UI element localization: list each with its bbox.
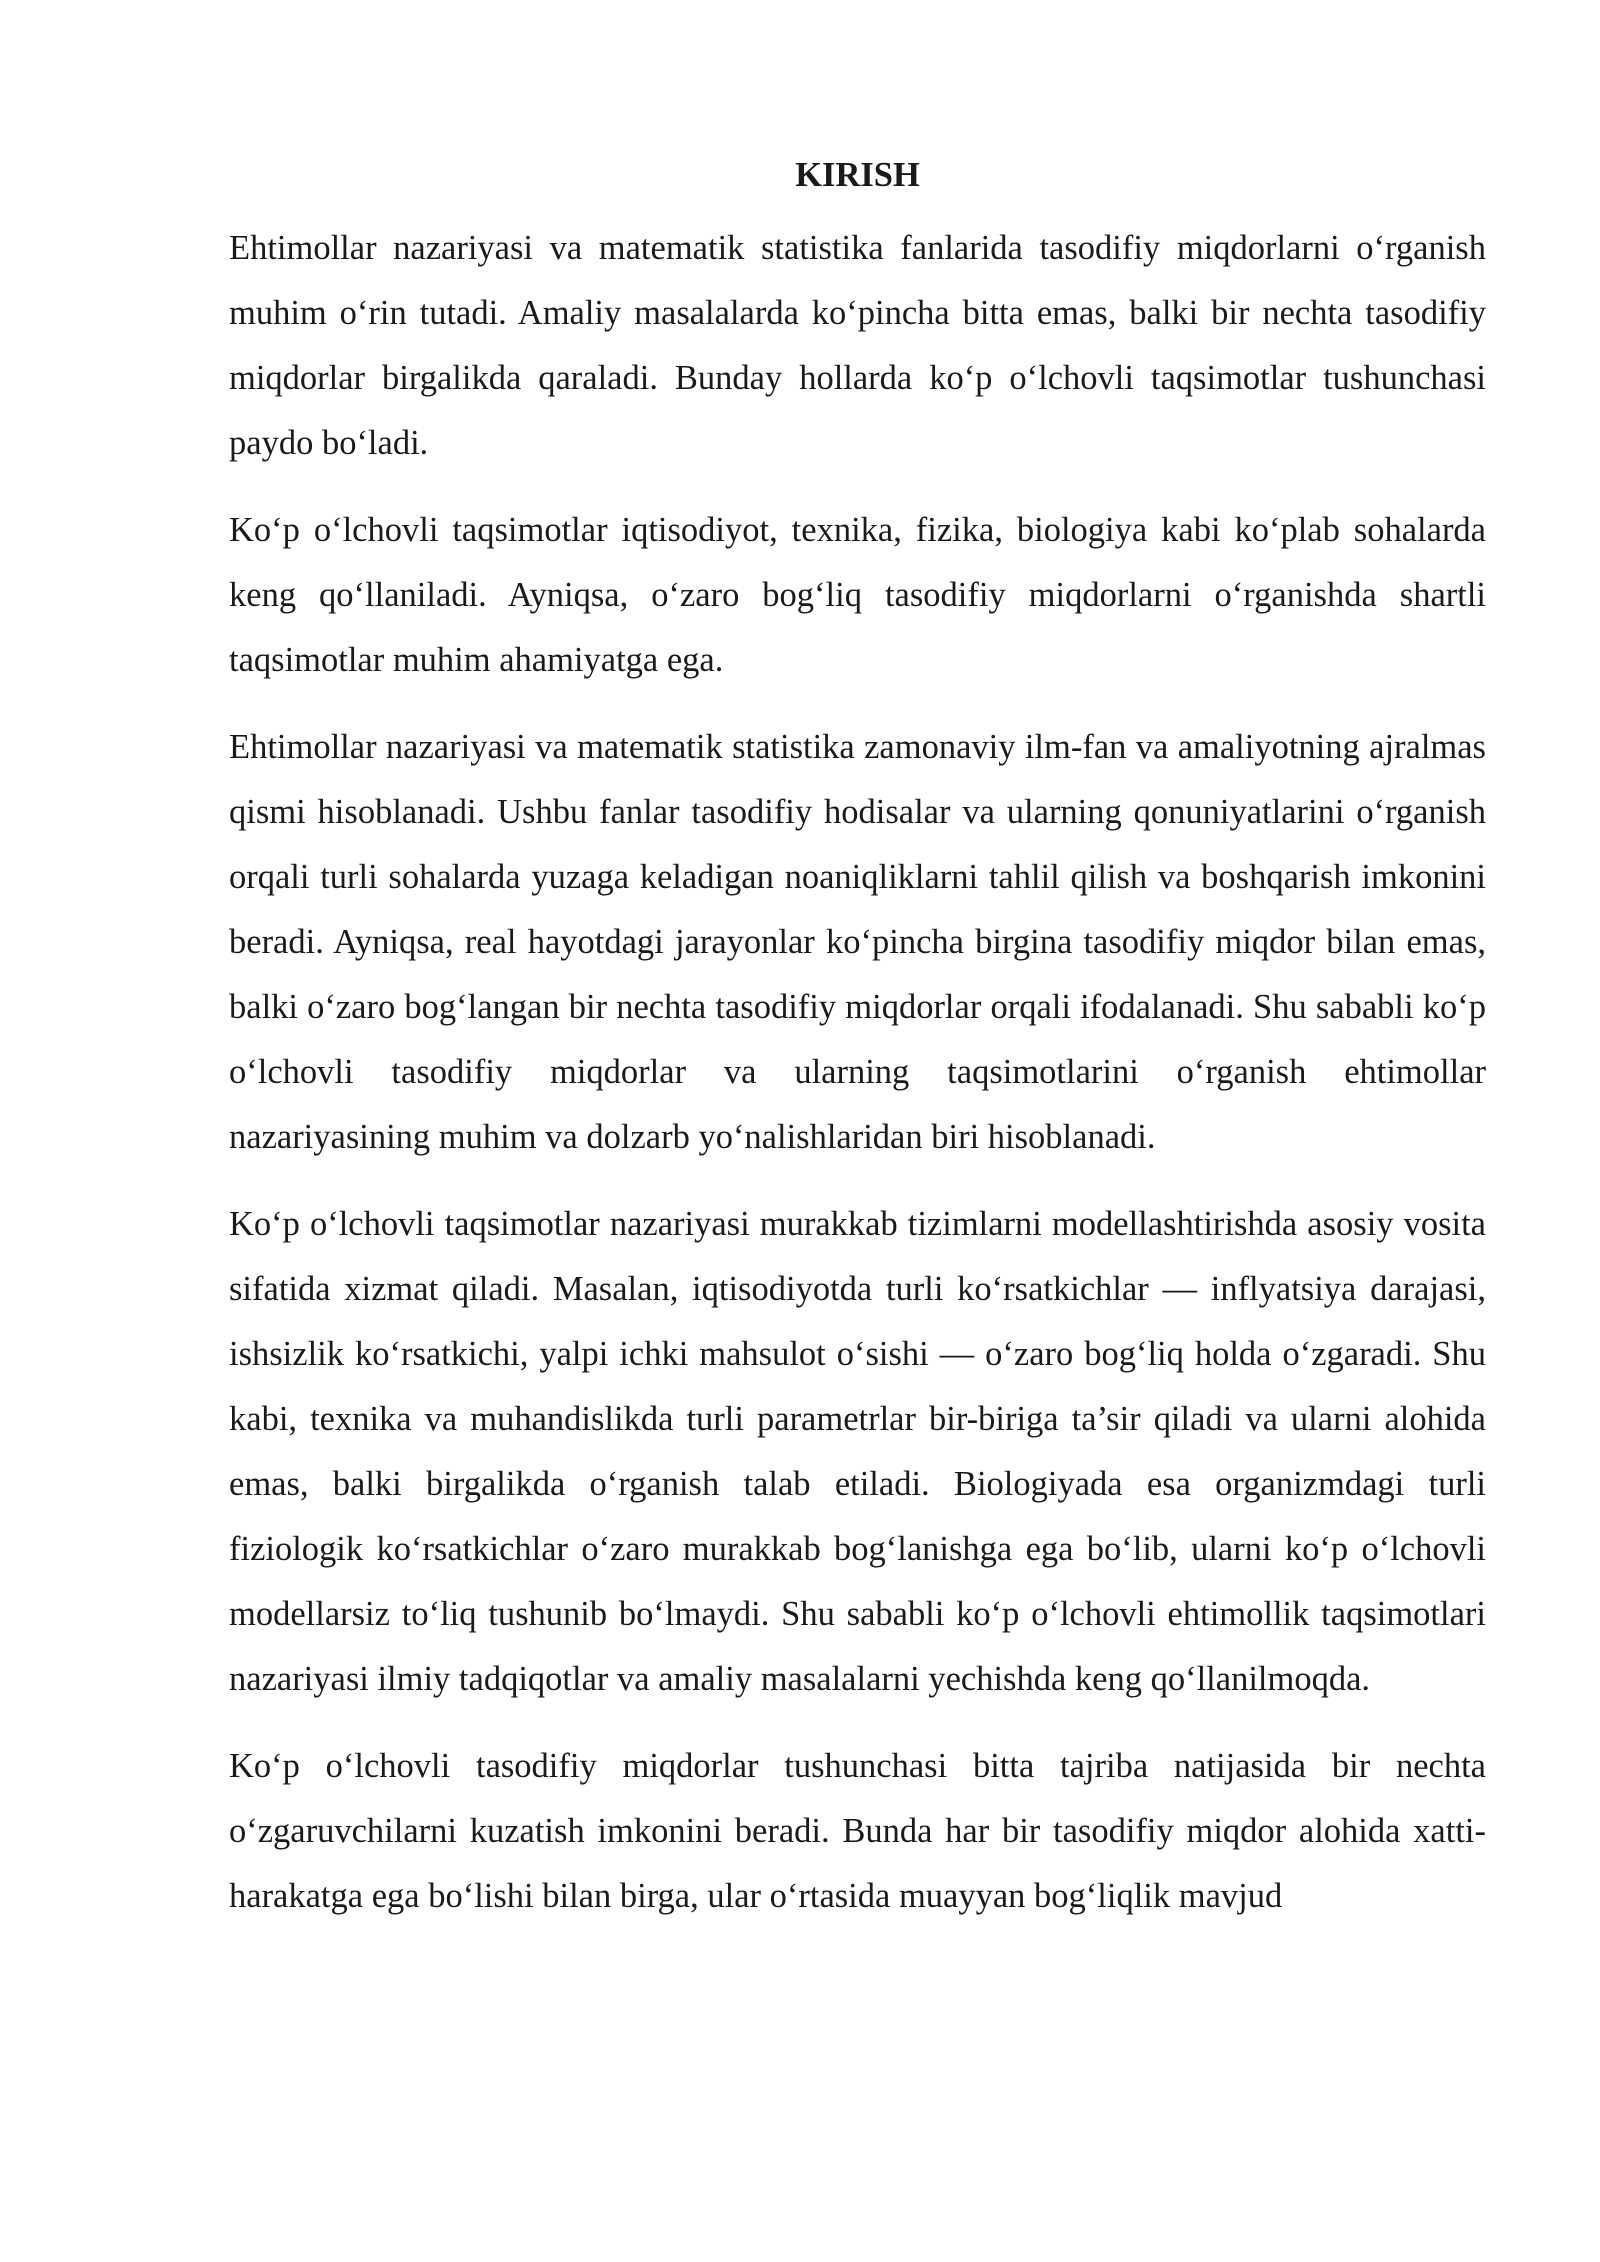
paragraph-2: Ko‘p o‘lchovli taqsimotlar iqtisodiyot, texnika, fizika, biologiya kabi ko‘plab sohalarda keng qo‘llaniladi. Ayniqsa, o‘zaro bog‘liq tasodifiy miqdorlarni o‘rganishda shartli taqsimotlar muhim ahamiyatga ega. xyxy=(229,511,1486,679)
paragraph-4: Ko‘p o‘lchovli taqsimotlar nazariyasi murakkab tizimlarni modellashtirishda asosiy vosita sifatida xizmat qiladi. Masalan, iqtisodiyotda turli ko‘rsatkichlar — inflyatsiya darajasi, ishsizlik ko‘rsatkichi, yalpi ichki mahsulot o‘sishi — o‘zaro bog‘liq holda o‘zgaradi. Shu kabi, texnika va muhandislikda turli parametrlar bir-biriga ta’sir qiladi va ularni alohida emas, balki birgalikda o‘rganish talab etiladi. Biologiyada esa organizmdagi turli fiziologik ko‘rsatkichlar o‘zaro murakkab bog‘lanishga ega bo‘lib, ularni ko‘p o‘lchovli modellarsiz to‘liq tushunib bo‘lmaydi. Shu sababli ko‘p o‘lchovli ehtimollik taqsimotlari nazariyasi ilmiy tadqiqotlar va amaliy masalalarni yechishda keng qo‘llanilmoqda. xyxy=(229,1205,1486,1698)
paragraph-3: Ehtimollar nazariyasi va matematik statistika zamonaviy ilm-fan va amaliyotning ajralmas qismi hisoblanadi. Ushbu fanlar tasodifiy hodisalar va ularning qonuniyatlarini o‘rganish orqali turli sohalarda yuzaga keladigan noaniqliklarni tahlil qilish va boshqarish imkonini beradi. Ayniqsa, real hayotdagi jarayonlar ko‘pincha birgina tasodifiy miqdor bilan emas, balki o‘zaro bog‘langan bir nechta tasodifiy miqdorlar orqali ifodalanadi. Shu sababli ko‘p o‘lchovli tasodifiy miqdorlar va ularning taqsimotlarini o‘rganish ehtimollar nazariyasining muhim va dolzarb yo‘nalishlaridan biri hisoblanadi. xyxy=(229,728,1486,1156)
paragraph-1: Ehtimollar nazariyasi va matematik statistika fanlarida tasodifiy miqdorlarni o‘rganish muhim o‘rin tutadi. Amaliy masalalarda ko‘pincha bitta emas, balki bir nechta tasodifiy miqdorlar birgalikda qaraladi. Bunday hollarda ko‘p o‘lchovli taqsimotlar tushunchasi paydo bo‘ladi. xyxy=(229,229,1486,462)
document-body xyxy=(229,148,1486,1951)
paragraph-5: Ko‘p o‘lchovli tasodifiy miqdorlar tushunchasi bitta tajriba natijasida bir nechta o‘zgaruvchilarni kuzatish imkonini beradi. Bunda har bir tasodifiy miqdor alohida xatti-harakatga ega bo‘lishi bilan birga, ular o‘rtasida muayyan bog‘liqlik mavjud xyxy=(229,1747,1486,1915)
document-title: KIRISH xyxy=(795,156,920,194)
